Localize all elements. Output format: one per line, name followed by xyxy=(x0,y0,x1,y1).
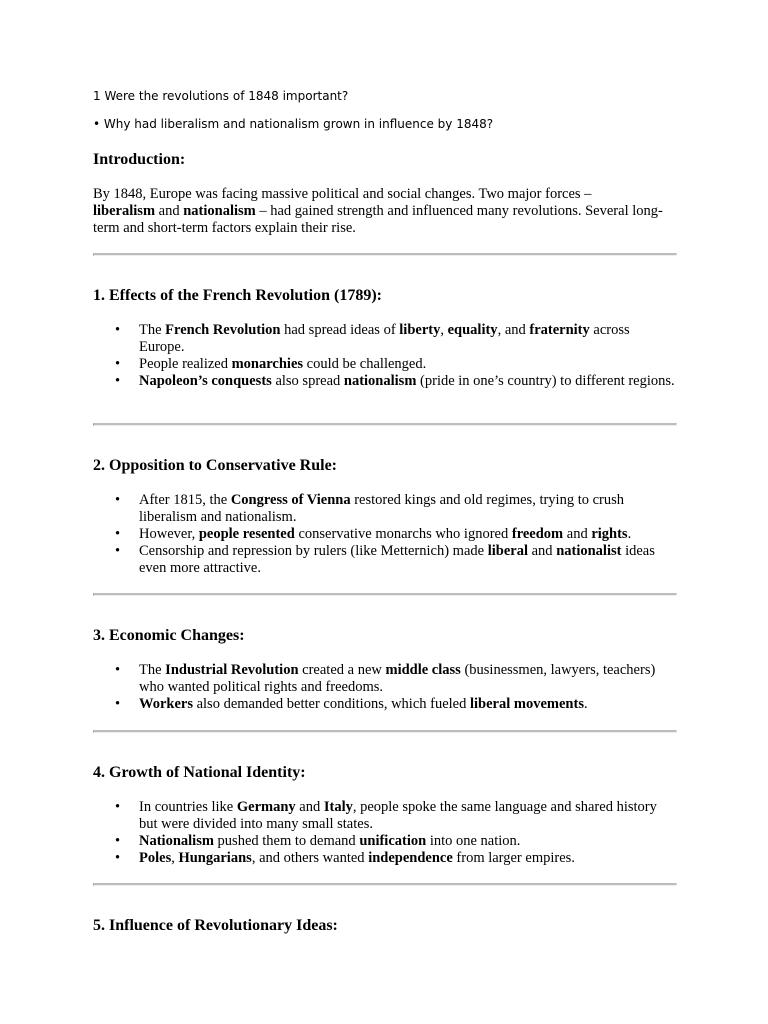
section-1-heading: 1. Effects of the French Revolution (1789): xyxy=(93,287,382,304)
text-run: created a new xyxy=(298,662,386,678)
text-run: . xyxy=(627,526,632,542)
bold-term: liberal movements xyxy=(470,696,584,712)
bold-term: liberty xyxy=(399,322,441,338)
text-run: into one nation. xyxy=(426,833,521,849)
section-3-list xyxy=(93,662,675,713)
text-run: ideas even more attractive. xyxy=(139,543,655,576)
section-2-heading: 2. Opposition to Conservative Rule: xyxy=(93,457,337,474)
bold-term: Workers xyxy=(139,696,193,712)
intro-text-1: By 1848, Europe was facing massive political and social changes. Two major forces – xyxy=(93,186,592,202)
section-4-heading: 4. Growth of National Identity: xyxy=(93,764,306,781)
text-run: , xyxy=(171,850,179,866)
bold-term: Poles xyxy=(139,850,172,866)
bold-term: fraternity xyxy=(529,322,590,338)
bullet-item xyxy=(93,526,675,543)
intro-text-2: and xyxy=(155,203,184,219)
bold-term: independence xyxy=(368,850,453,866)
text-run: The xyxy=(139,662,166,678)
text-run: also demanded better conditions, which fueled xyxy=(192,696,470,712)
text-run: restored kings and old regimes, trying to crush liberalism and nationalism. xyxy=(139,492,625,525)
divider xyxy=(93,593,677,596)
text-run: and xyxy=(295,799,324,815)
bold-term: nationalism xyxy=(343,373,417,389)
bullet-item xyxy=(93,850,675,867)
question-2: • Why had liberalism and nationalism grown in influence by 1848? xyxy=(93,117,494,131)
text-run: also spread xyxy=(271,373,344,389)
bold-term: monarchies xyxy=(231,356,304,372)
bold-term: people resented xyxy=(198,526,295,542)
bold-term: Napoleon’s conquests xyxy=(139,373,272,389)
text-run: (businessmen, lawyers, teachers) who wanted political rights and freedoms. xyxy=(139,662,656,695)
intro-text-3: – had gained strength and influenced many revolutions. Several long-term and short-term factors explain their rise. xyxy=(93,203,663,236)
text-run: , and others wanted xyxy=(251,850,369,866)
question-1: 1 Were the revolutions of 1848 important? xyxy=(93,89,349,103)
text-run: , people spoke the same language and shared history but were divided into many small states. xyxy=(139,799,657,832)
text-run: conservative monarchs who ignored xyxy=(294,526,512,542)
text-run: Censorship and repression by rulers (like Metternich) made xyxy=(139,543,488,559)
bold-term: equality xyxy=(447,322,498,338)
bullet-item xyxy=(93,543,675,577)
divider xyxy=(93,883,677,886)
text-run: from larger empires. xyxy=(452,850,575,866)
section-1-list xyxy=(93,322,675,390)
text-run: and xyxy=(528,543,557,559)
text-run: had spread ideas of xyxy=(280,322,400,338)
divider xyxy=(93,253,677,256)
bold-term: Hungarians xyxy=(178,850,252,866)
bold-term: liberal xyxy=(487,543,528,559)
text-run: across Europe. xyxy=(139,322,630,355)
bold-term: Nationalism xyxy=(139,833,214,849)
text-run: In countries like xyxy=(139,799,237,815)
text-run: After 1815, the xyxy=(139,492,231,508)
bullet-item xyxy=(93,662,675,696)
bold-term: middle class xyxy=(385,662,461,678)
divider xyxy=(93,730,677,733)
bold-term: freedom xyxy=(511,526,564,542)
section-5-heading: 5. Influence of Revolutionary Ideas: xyxy=(93,917,338,934)
intro-bold-liberalism: liberalism xyxy=(93,203,156,219)
bold-term: Congress of Vienna xyxy=(230,492,351,508)
bullet-item xyxy=(93,373,675,390)
bullet-item xyxy=(93,492,675,526)
text-run: The xyxy=(139,322,166,338)
bullet-item xyxy=(93,696,675,713)
section-4-list xyxy=(93,799,675,867)
bullet-item xyxy=(93,322,675,356)
text-run: pushed them to demand xyxy=(213,833,360,849)
bold-term: French Revolution xyxy=(165,322,281,338)
bullet-item xyxy=(93,833,675,850)
text-run: (pride in one’s country) to different regions. xyxy=(416,373,675,389)
bold-term: Industrial Revolution xyxy=(165,662,299,678)
intro-heading: Introduction: xyxy=(93,151,186,168)
text-run: . xyxy=(583,696,588,712)
text-run: However, xyxy=(139,526,199,542)
text-run: People realized xyxy=(139,356,232,372)
text-run: , xyxy=(440,322,448,338)
bold-term: unification xyxy=(359,833,427,849)
text-run: and xyxy=(563,526,592,542)
text-run: , and xyxy=(497,322,530,338)
text-run: could be challenged. xyxy=(303,356,427,372)
divider xyxy=(93,423,677,426)
bold-term: rights xyxy=(591,526,628,542)
bold-term: Italy xyxy=(323,799,353,815)
bold-term: nationalist xyxy=(556,543,622,559)
bullet-item xyxy=(93,356,675,373)
section-3-heading: 3. Economic Changes: xyxy=(93,627,245,644)
intro-paragraph xyxy=(93,186,675,237)
section-2-list xyxy=(93,492,675,577)
intro-bold-nationalism: nationalism xyxy=(183,203,256,219)
bullet-item xyxy=(93,799,675,833)
bold-term: Germany xyxy=(236,799,296,815)
